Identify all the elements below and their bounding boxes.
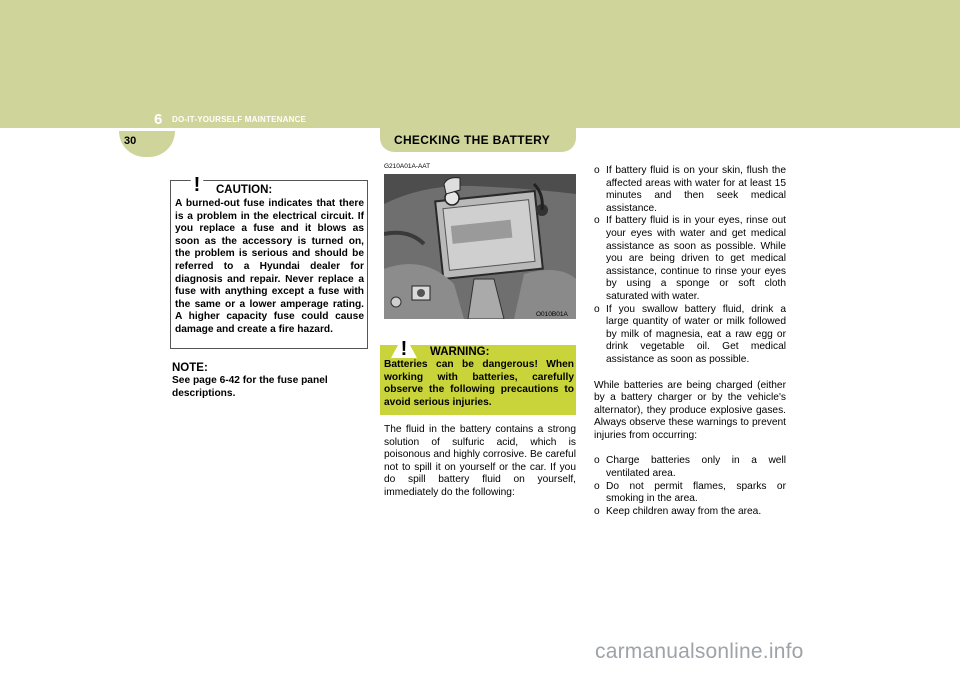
figure-reference-code: G210A01A-AAT	[384, 163, 431, 170]
list-item	[594, 215, 786, 303]
battery-engine-photo	[384, 174, 576, 319]
list-item-text: If you swallow battery fluid, drink a large quantity of water or milk followed by milk of magnesia, eat a raw egg or drink vegetable oil. Get medical assistance as soon as possible.	[606, 303, 786, 365]
bullet-mark: o	[594, 165, 600, 176]
note-body: See page 6-42 for the fuse panel descriptions.	[172, 375, 328, 399]
list-item-text: If battery fluid is on your skin, flush the affected areas with water for at least 15 minutes and then seek medical assistance.	[606, 165, 786, 214]
caution-heading: CAUTION:	[216, 184, 273, 196]
figure-image-code: O010B01A	[536, 311, 568, 318]
list-item-text: Keep children away from the area.	[606, 505, 762, 517]
list-item-text: If battery fluid is in your eyes, rinse out your eyes with water and get medical assistance as soon as possible. While you are being driven to get medical assistance, continue to rinse your eyes by using a sponge or soft cloth saturated with water.	[606, 215, 786, 302]
charging-paragraph: While batteries are being charged (either by a battery charger or by the vehicle's alternator), they produce explosive gases. Always observe these warnings to prevent injuries from occurring:	[594, 379, 786, 441]
section-title: CHECKING THE BATTERY	[394, 133, 550, 147]
chapter-number: 6	[154, 111, 163, 128]
list-item	[594, 455, 786, 480]
bullet-mark: o	[594, 480, 600, 492]
list-item	[594, 506, 786, 519]
list-item	[594, 481, 786, 506]
bullet-mark: o	[594, 303, 600, 315]
battery-fluid-paragraph: The fluid in the battery contains a strong solution of sulfuric acid, which is poisonous and highly corrosive. Be careful not to spill it on yourself or the car. If you do spill battery fluid on yourself, immediately do the following:	[384, 424, 576, 498]
warning-triangle-icon	[183, 169, 211, 195]
note-heading: NOTE:	[172, 362, 208, 374]
watermark[interactable]: carmanualsonline.info	[595, 640, 804, 663]
list-item	[594, 304, 786, 367]
caution-body: A burned-out fuse indicates that there is a problem in the electrical circuit. If you replace a fuse and it blows as soon as the accessory is turned on, the problem is serious and should be referred to a Hyundai dealer for diagnosis and repair. Never replace a fuse with anything except a fuse with the same or a lower amperage rating. A higher capacity fuse could cause damage and create a fire hazard.	[175, 198, 364, 335]
list-item-text: Do not permit flames, sparks or smoking in the area.	[606, 480, 786, 505]
warning-triangle-icon	[390, 333, 418, 359]
bullet-mark: o	[594, 215, 600, 227]
page-number: 30	[124, 135, 137, 147]
warning-body: Batteries can be dangerous! When working with batteries, carefully observe the following precautions to avoid serious injuries.	[384, 359, 574, 408]
list-item	[594, 165, 786, 215]
chapter-title: DO-IT-YOURSELF MAINTENANCE	[172, 115, 307, 124]
warning-heading: WARNING:	[430, 346, 490, 358]
bullet-mark: o	[594, 455, 600, 467]
svg-text:!: !	[400, 338, 408, 359]
svg-text:!: !	[193, 174, 201, 195]
list-item-text: Charge batteries only in a well ventilated area.	[606, 455, 786, 480]
bullet-mark: o	[594, 505, 600, 517]
right-column	[594, 165, 786, 518]
header-band	[0, 0, 960, 128]
